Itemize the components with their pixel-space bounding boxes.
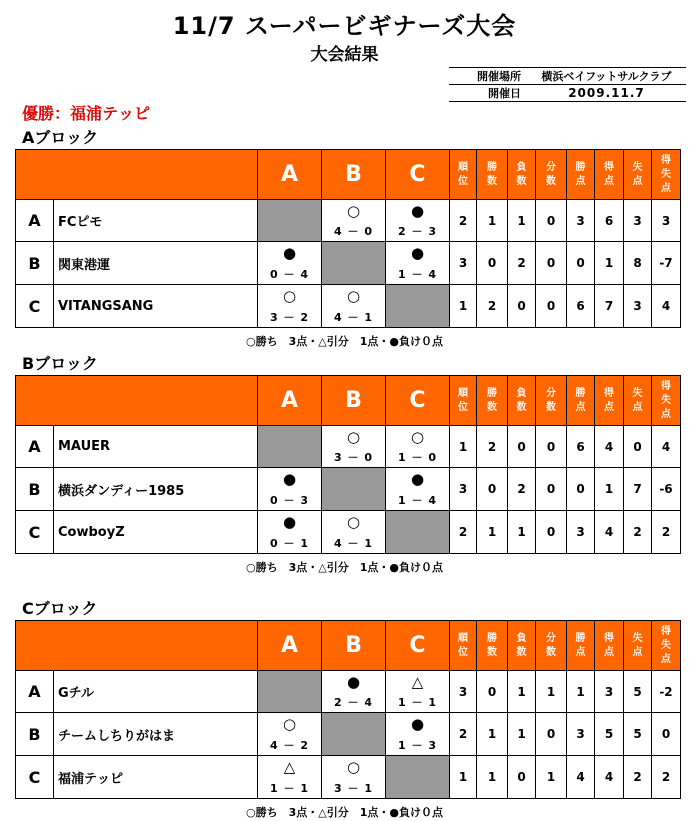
match-result-cell — [258, 756, 322, 799]
team-name: FCピモ — [54, 200, 258, 242]
stat-value: 6 — [567, 285, 595, 328]
stat-value: 2 — [652, 756, 681, 799]
stat-value: 3 — [652, 200, 681, 242]
self-match-cell — [386, 511, 450, 554]
stat-value: 2 — [508, 242, 536, 285]
stat-value: 1 — [477, 713, 508, 756]
header-stat: 得点 — [595, 621, 624, 671]
row-letter: A — [16, 426, 54, 468]
stat-value: 2 — [624, 756, 652, 799]
stat-value: 4 — [595, 756, 624, 799]
result-mark-icon: ● — [410, 715, 425, 733]
team-name: CowboyZ — [54, 511, 258, 554]
result-mark-icon: ● — [282, 470, 297, 488]
stat-value: 1 — [536, 756, 567, 799]
stat-value: -2 — [652, 671, 681, 713]
header-stat: 得点 — [595, 150, 624, 200]
header-stat: 勝数 — [477, 150, 508, 200]
stat-value: 3 — [624, 200, 652, 242]
stat-value: 3 — [450, 468, 477, 511]
result-mark-icon: ○ — [282, 715, 297, 733]
stat-value: 0 — [624, 426, 652, 468]
match-score: 2 － 4 — [334, 696, 373, 709]
self-match-cell — [386, 756, 450, 799]
stat-value: 4 — [595, 426, 624, 468]
block-title: Cブロック — [22, 599, 98, 618]
stat-value: 0 — [536, 468, 567, 511]
header-opponent: C — [386, 376, 450, 426]
stat-value: 1 — [595, 242, 624, 285]
stat-value: 0 — [477, 242, 508, 285]
row-letter: A — [16, 200, 54, 242]
date-label: 開催日 — [449, 85, 527, 102]
header-stat: 分数 — [536, 621, 567, 671]
table-row — [16, 285, 681, 328]
header-stat: 勝点 — [567, 150, 595, 200]
league-table — [15, 149, 681, 328]
header-team-cell — [16, 376, 258, 426]
result-mark-icon: ● — [282, 513, 297, 531]
header-stat: 得失点 — [652, 150, 681, 200]
stat-value: 0 — [508, 426, 536, 468]
stat-value: 0 — [536, 426, 567, 468]
result-mark-icon: ● — [346, 673, 361, 691]
header-opponent: A — [258, 150, 322, 200]
match-result-cell — [322, 511, 386, 554]
result-mark-icon: ○ — [282, 287, 297, 305]
event-info-table — [449, 67, 686, 102]
match-result-cell — [386, 242, 450, 285]
stat-value: 2 — [450, 713, 477, 756]
self-match-cell — [258, 671, 322, 713]
stat-value: -6 — [652, 468, 681, 511]
header-team-cell — [16, 621, 258, 671]
table-row — [16, 671, 681, 713]
header-team-cell — [16, 150, 258, 200]
self-match-cell — [258, 200, 322, 242]
table-row — [16, 756, 681, 799]
stat-value: -7 — [652, 242, 681, 285]
stat-value: 4 — [595, 511, 624, 554]
header-stat: 得失点 — [652, 621, 681, 671]
team-name: 関東港運 — [54, 242, 258, 285]
match-score: 1 － 0 — [398, 451, 437, 464]
match-result-cell — [386, 713, 450, 756]
table-row — [16, 511, 681, 554]
team-name: Gチル — [54, 671, 258, 713]
header-stat: 失点 — [624, 376, 652, 426]
stat-value: 2 — [450, 511, 477, 554]
stat-value: 1 — [536, 671, 567, 713]
header-stat: 得点 — [595, 376, 624, 426]
match-score: 1 － 1 — [398, 696, 437, 709]
match-score: 4 － 2 — [270, 739, 309, 752]
header-stat: 順位 — [450, 150, 477, 200]
match-result-cell — [258, 242, 322, 285]
header-stat: 順位 — [450, 376, 477, 426]
match-score: 3 － 0 — [334, 451, 373, 464]
stat-value: 3 — [595, 671, 624, 713]
self-match-cell — [322, 468, 386, 511]
match-result-cell — [322, 200, 386, 242]
header-opponent: C — [386, 621, 450, 671]
stat-value: 5 — [595, 713, 624, 756]
result-mark-icon: ○ — [346, 287, 361, 305]
row-letter: B — [16, 468, 54, 511]
match-score: 0 － 1 — [270, 537, 309, 550]
match-score: 1 － 4 — [398, 494, 437, 507]
stat-value: 3 — [567, 713, 595, 756]
match-result-cell — [258, 285, 322, 328]
match-result-cell — [322, 426, 386, 468]
stat-value: 2 — [624, 511, 652, 554]
header-stat: 負数 — [508, 621, 536, 671]
stat-value: 2 — [477, 426, 508, 468]
match-result-cell — [258, 468, 322, 511]
header-opponent: A — [258, 376, 322, 426]
header-opponent: C — [386, 150, 450, 200]
header-stat: 分数 — [536, 150, 567, 200]
stat-value: 2 — [450, 200, 477, 242]
stat-value: 0 — [477, 671, 508, 713]
table-row — [16, 468, 681, 511]
block-title: Bブロック — [22, 354, 98, 373]
header-stat: 勝数 — [477, 376, 508, 426]
match-result-cell — [258, 511, 322, 554]
self-match-cell — [322, 242, 386, 285]
scoring-legend: ○勝ち 3点・△引分 1点・●負け０点 — [246, 335, 443, 348]
match-score: 4 － 1 — [334, 311, 373, 324]
stat-value: 5 — [624, 713, 652, 756]
stat-value: 6 — [567, 426, 595, 468]
team-name: 横浜ダンディー1985 — [54, 468, 258, 511]
match-score: 0 － 3 — [270, 494, 309, 507]
result-mark-icon: ● — [282, 244, 297, 262]
scoring-legend: ○勝ち 3点・△引分 1点・●負け０点 — [246, 561, 443, 574]
stat-value: 0 — [536, 285, 567, 328]
stat-value: 0 — [508, 756, 536, 799]
header-opponent: B — [322, 150, 386, 200]
stat-value: 2 — [652, 511, 681, 554]
stat-value: 7 — [595, 285, 624, 328]
header-opponent: A — [258, 621, 322, 671]
venue-label: 開催場所 — [449, 68, 527, 85]
stat-value: 3 — [450, 242, 477, 285]
stat-value: 0 — [652, 713, 681, 756]
block-title: Aブロック — [22, 128, 99, 147]
match-result-cell — [386, 426, 450, 468]
row-letter: A — [16, 671, 54, 713]
stat-value: 2 — [477, 285, 508, 328]
stat-value: 0 — [567, 242, 595, 285]
result-mark-icon: ○ — [346, 758, 361, 776]
row-letter: C — [16, 756, 54, 799]
stat-value: 0 — [508, 285, 536, 328]
date-value: 2009.11.7 — [527, 85, 686, 102]
stat-value: 1 — [508, 511, 536, 554]
table-row — [16, 426, 681, 468]
match-score: 1 － 1 — [270, 782, 309, 795]
page-subtitle: 大会結果 — [310, 45, 379, 65]
result-mark-icon: ○ — [346, 428, 361, 446]
stat-value: 2 — [508, 468, 536, 511]
stat-value: 1 — [477, 511, 508, 554]
result-mark-icon: △ — [411, 673, 424, 691]
header-stat: 失点 — [624, 150, 652, 200]
page-title: 11/7 スーパービギナーズ大会 — [172, 12, 517, 40]
match-result-cell — [322, 756, 386, 799]
stat-value: 0 — [477, 468, 508, 511]
team-name: MAUER — [54, 426, 258, 468]
stat-value: 0 — [536, 242, 567, 285]
team-name: 福浦テッピ — [54, 756, 258, 799]
header-stat: 得失点 — [652, 376, 681, 426]
stat-value: 7 — [624, 468, 652, 511]
stat-value: 0 — [536, 713, 567, 756]
match-score: 4 － 0 — [334, 225, 373, 238]
header-stat: 勝点 — [567, 376, 595, 426]
scoring-legend: ○勝ち 3点・△引分 1点・●負け０点 — [246, 806, 443, 819]
stat-value: 1 — [450, 285, 477, 328]
winner-announcement: 優勝：福浦テッピ — [22, 104, 151, 123]
result-mark-icon: ● — [410, 244, 425, 262]
self-match-cell — [322, 713, 386, 756]
stat-value: 0 — [567, 468, 595, 511]
match-result-cell — [322, 671, 386, 713]
header-stat: 勝点 — [567, 621, 595, 671]
match-score: 4 － 1 — [334, 537, 373, 550]
league-table — [15, 375, 681, 554]
header-stat: 分数 — [536, 376, 567, 426]
match-score: 1 － 3 — [398, 739, 437, 752]
stat-value: 1 — [508, 713, 536, 756]
stat-value: 1 — [477, 756, 508, 799]
stat-value: 3 — [624, 285, 652, 328]
match-score: 3 － 1 — [334, 782, 373, 795]
result-mark-icon: ● — [410, 470, 425, 488]
match-result-cell — [386, 671, 450, 713]
team-name: VITANGSANG — [54, 285, 258, 328]
result-mark-icon: ○ — [346, 202, 361, 220]
row-letter: B — [16, 713, 54, 756]
stat-value: 0 — [536, 511, 567, 554]
stat-value: 1 — [450, 426, 477, 468]
table-row — [16, 713, 681, 756]
header-stat: 負数 — [508, 376, 536, 426]
venue-value: 横浜ベイフットサルクラブ — [527, 68, 686, 85]
table-row — [16, 242, 681, 285]
row-letter: C — [16, 511, 54, 554]
row-letter: B — [16, 242, 54, 285]
header-stat: 失点 — [624, 621, 652, 671]
match-result-cell — [386, 468, 450, 511]
stat-value: 5 — [624, 671, 652, 713]
stat-value: 3 — [450, 671, 477, 713]
match-result-cell — [322, 285, 386, 328]
match-result-cell — [386, 200, 450, 242]
stat-value: 4 — [567, 756, 595, 799]
stat-value: 3 — [567, 511, 595, 554]
result-mark-icon: △ — [283, 758, 296, 776]
stat-value: 1 — [450, 756, 477, 799]
header-stat: 順位 — [450, 621, 477, 671]
stat-value: 8 — [624, 242, 652, 285]
match-score: 3 － 2 — [270, 311, 309, 324]
match-score: 0 － 4 — [270, 268, 309, 281]
stat-value: 6 — [595, 200, 624, 242]
self-match-cell — [258, 426, 322, 468]
stat-value: 1 — [508, 200, 536, 242]
header-opponent: B — [322, 621, 386, 671]
row-letter: C — [16, 285, 54, 328]
stat-value: 1 — [595, 468, 624, 511]
stat-value: 0 — [536, 200, 567, 242]
stat-value: 1 — [477, 200, 508, 242]
self-match-cell — [386, 285, 450, 328]
league-table — [15, 620, 681, 799]
header-stat: 勝数 — [477, 621, 508, 671]
table-row — [16, 200, 681, 242]
result-mark-icon: ● — [410, 202, 425, 220]
stat-value: 1 — [508, 671, 536, 713]
match-result-cell — [258, 713, 322, 756]
stat-value: 3 — [567, 200, 595, 242]
match-score: 2 － 3 — [398, 225, 437, 238]
header-stat: 負数 — [508, 150, 536, 200]
stat-value: 4 — [652, 285, 681, 328]
team-name: チームしちりがはま — [54, 713, 258, 756]
header-opponent: B — [322, 376, 386, 426]
stat-value: 1 — [567, 671, 595, 713]
match-score: 1 － 4 — [398, 268, 437, 281]
stat-value: 4 — [652, 426, 681, 468]
result-mark-icon: ○ — [346, 513, 361, 531]
result-mark-icon: ○ — [410, 428, 425, 446]
